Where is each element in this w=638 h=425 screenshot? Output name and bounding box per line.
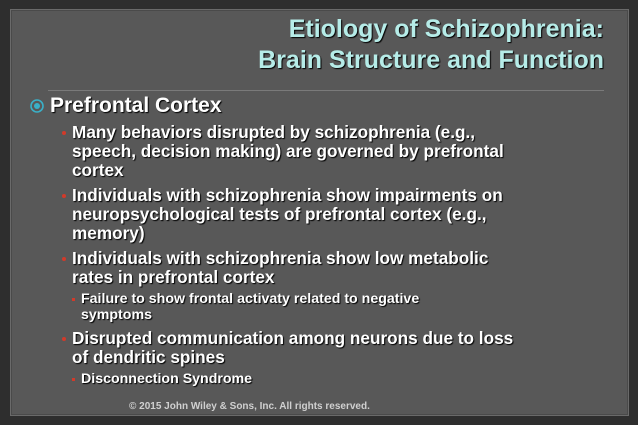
point-3-sub-line-1: Failure to show frontal activaty related to negative	[81, 291, 420, 307]
copyright-footer: © 2015 John Wiley & Sons, Inc. All rights reserved.	[129, 401, 370, 412]
point-3-line-1: Individuals with schizophrenia show low metabolic	[72, 248, 489, 268]
main-bullet: Prefrontal Cortex	[50, 94, 222, 117]
sub-bullet-dot-1	[72, 298, 75, 301]
bullet-dot-3	[62, 257, 66, 261]
bullet-dot-2	[62, 194, 66, 198]
point-2-line-3: memory)	[72, 223, 145, 243]
bullet-dot-4	[62, 337, 66, 341]
point-3-line-2: rates in prefrontal cortex	[72, 267, 275, 287]
title-line-1: Etiology of Schizophrenia:	[288, 15, 604, 43]
point-2-line-2: neuropsychological tests of prefrontal cortex (e.g.,	[72, 204, 487, 224]
bullet-dot-1	[62, 131, 66, 135]
point-4-line-1: Disrupted communication among neurons due to loss	[72, 328, 514, 348]
point-2-line-1: Individuals with schizophrenia show impairments on	[72, 185, 503, 205]
title-line-2: Brain Structure and Function	[258, 46, 604, 74]
point-1-line-1: Many behaviors disrupted by schizophrenia (e.g.,	[72, 122, 476, 142]
point-4-sub-line-1: Disconnection Syndrome	[81, 371, 253, 387]
target-bullet-icon	[30, 99, 44, 113]
point-3-sub-line-2: symptoms	[81, 307, 152, 323]
point-4-line-2: of dendritic spines	[72, 347, 225, 367]
sub-bullet-dot-2	[72, 378, 75, 381]
point-1-line-2: speech, decision making) are governed by prefrontal	[72, 141, 504, 161]
point-1-line-3: cortex	[72, 160, 124, 180]
